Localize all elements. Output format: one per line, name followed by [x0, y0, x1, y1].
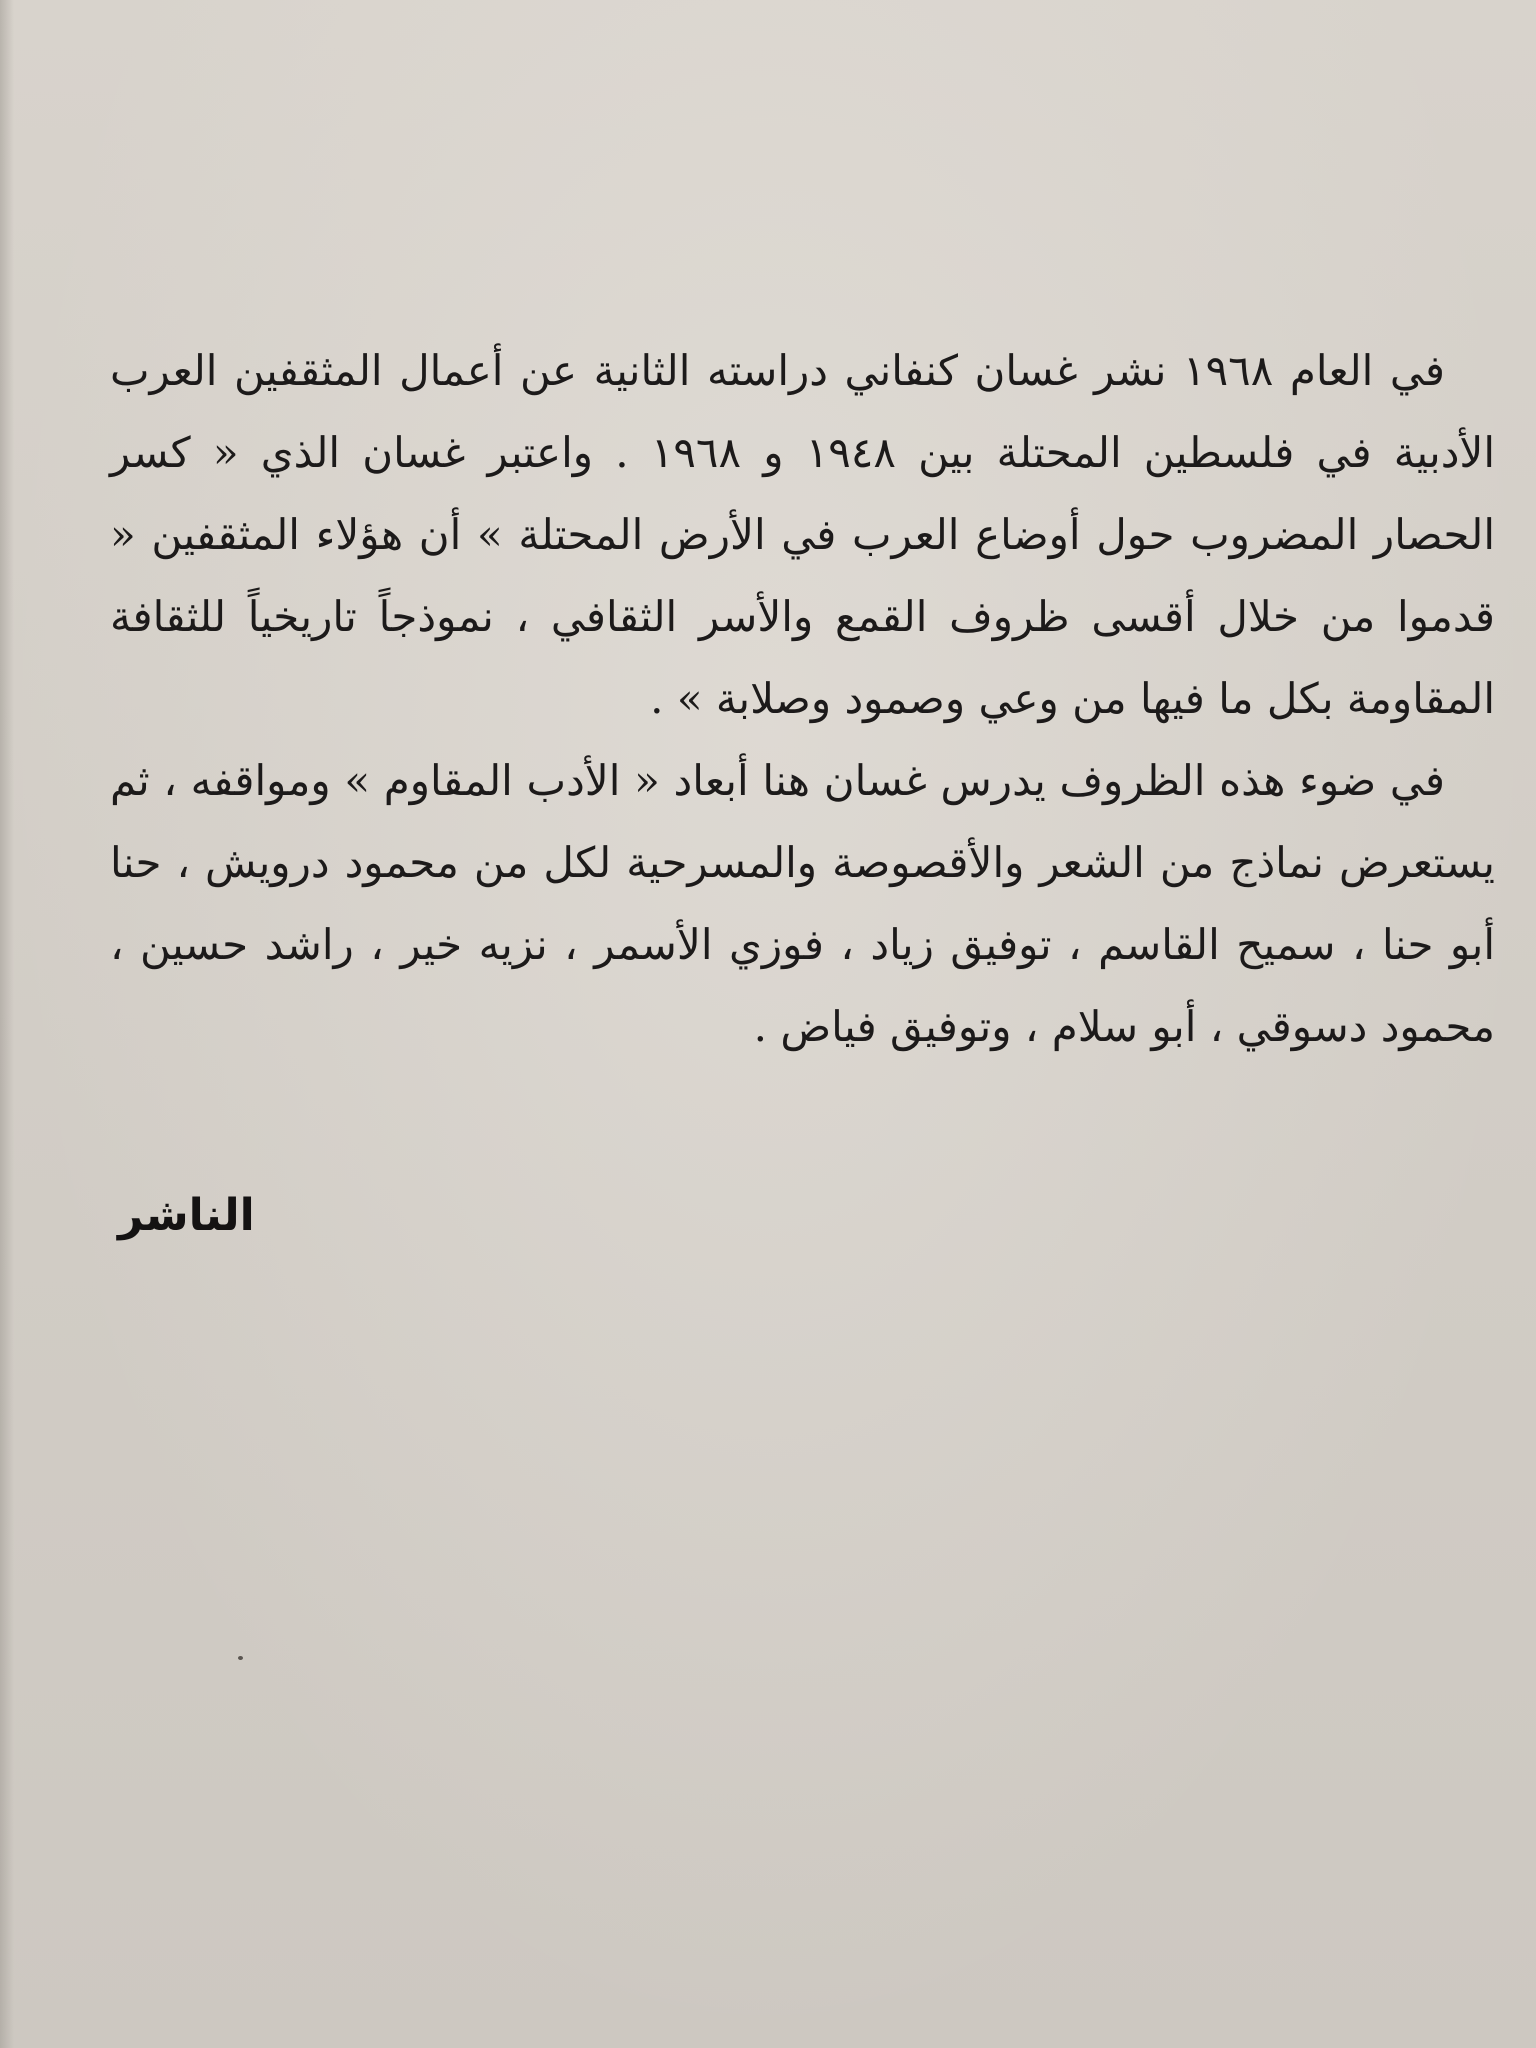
publisher-signature: الناشر: [118, 1190, 255, 1241]
body-text: [110, 330, 1495, 1068]
paragraph-intro: في العام ١٩٦٨ نشر غسان كنفاني دراسته الثانية عن أعمال المثقفين العرب الأدبية في فلسطين المحتلة بين ١٩٤٨ و ١٩٦٨ . واعتبر غسان الذي « كسر الحصار المضروب حول أوضاع العرب في الأرض المحتلة » أن هؤلاء المثقفين « قدموا من خلال أقسى ظروف القمع والأسر الثقافي ، نموذجاً تاريخياً للثقافة المقاومة بكل ما فيها من وعي وصمود وصلابة » .: [110, 346, 1496, 723]
paper-speck: [238, 1656, 243, 1660]
page-left-edge-shadow: [0, 0, 14, 2048]
paragraph-authors: في ضوء هذه الظروف يدرس غسان هنا أبعاد « الأدب المقاوم » ومواقفه ، ثم يستعرض نماذج من الشعر والأقصوصة والمسرحية لكل من محمود درويش ، حنا أبو حنا ، سميح القاسم ، توفيق زياد ، فوزي الأسمر ، نزيه خير ، راشد حسين ، محمود دسوقي ، أبو سلام ، وتوفيق فياض .: [110, 756, 1495, 1051]
